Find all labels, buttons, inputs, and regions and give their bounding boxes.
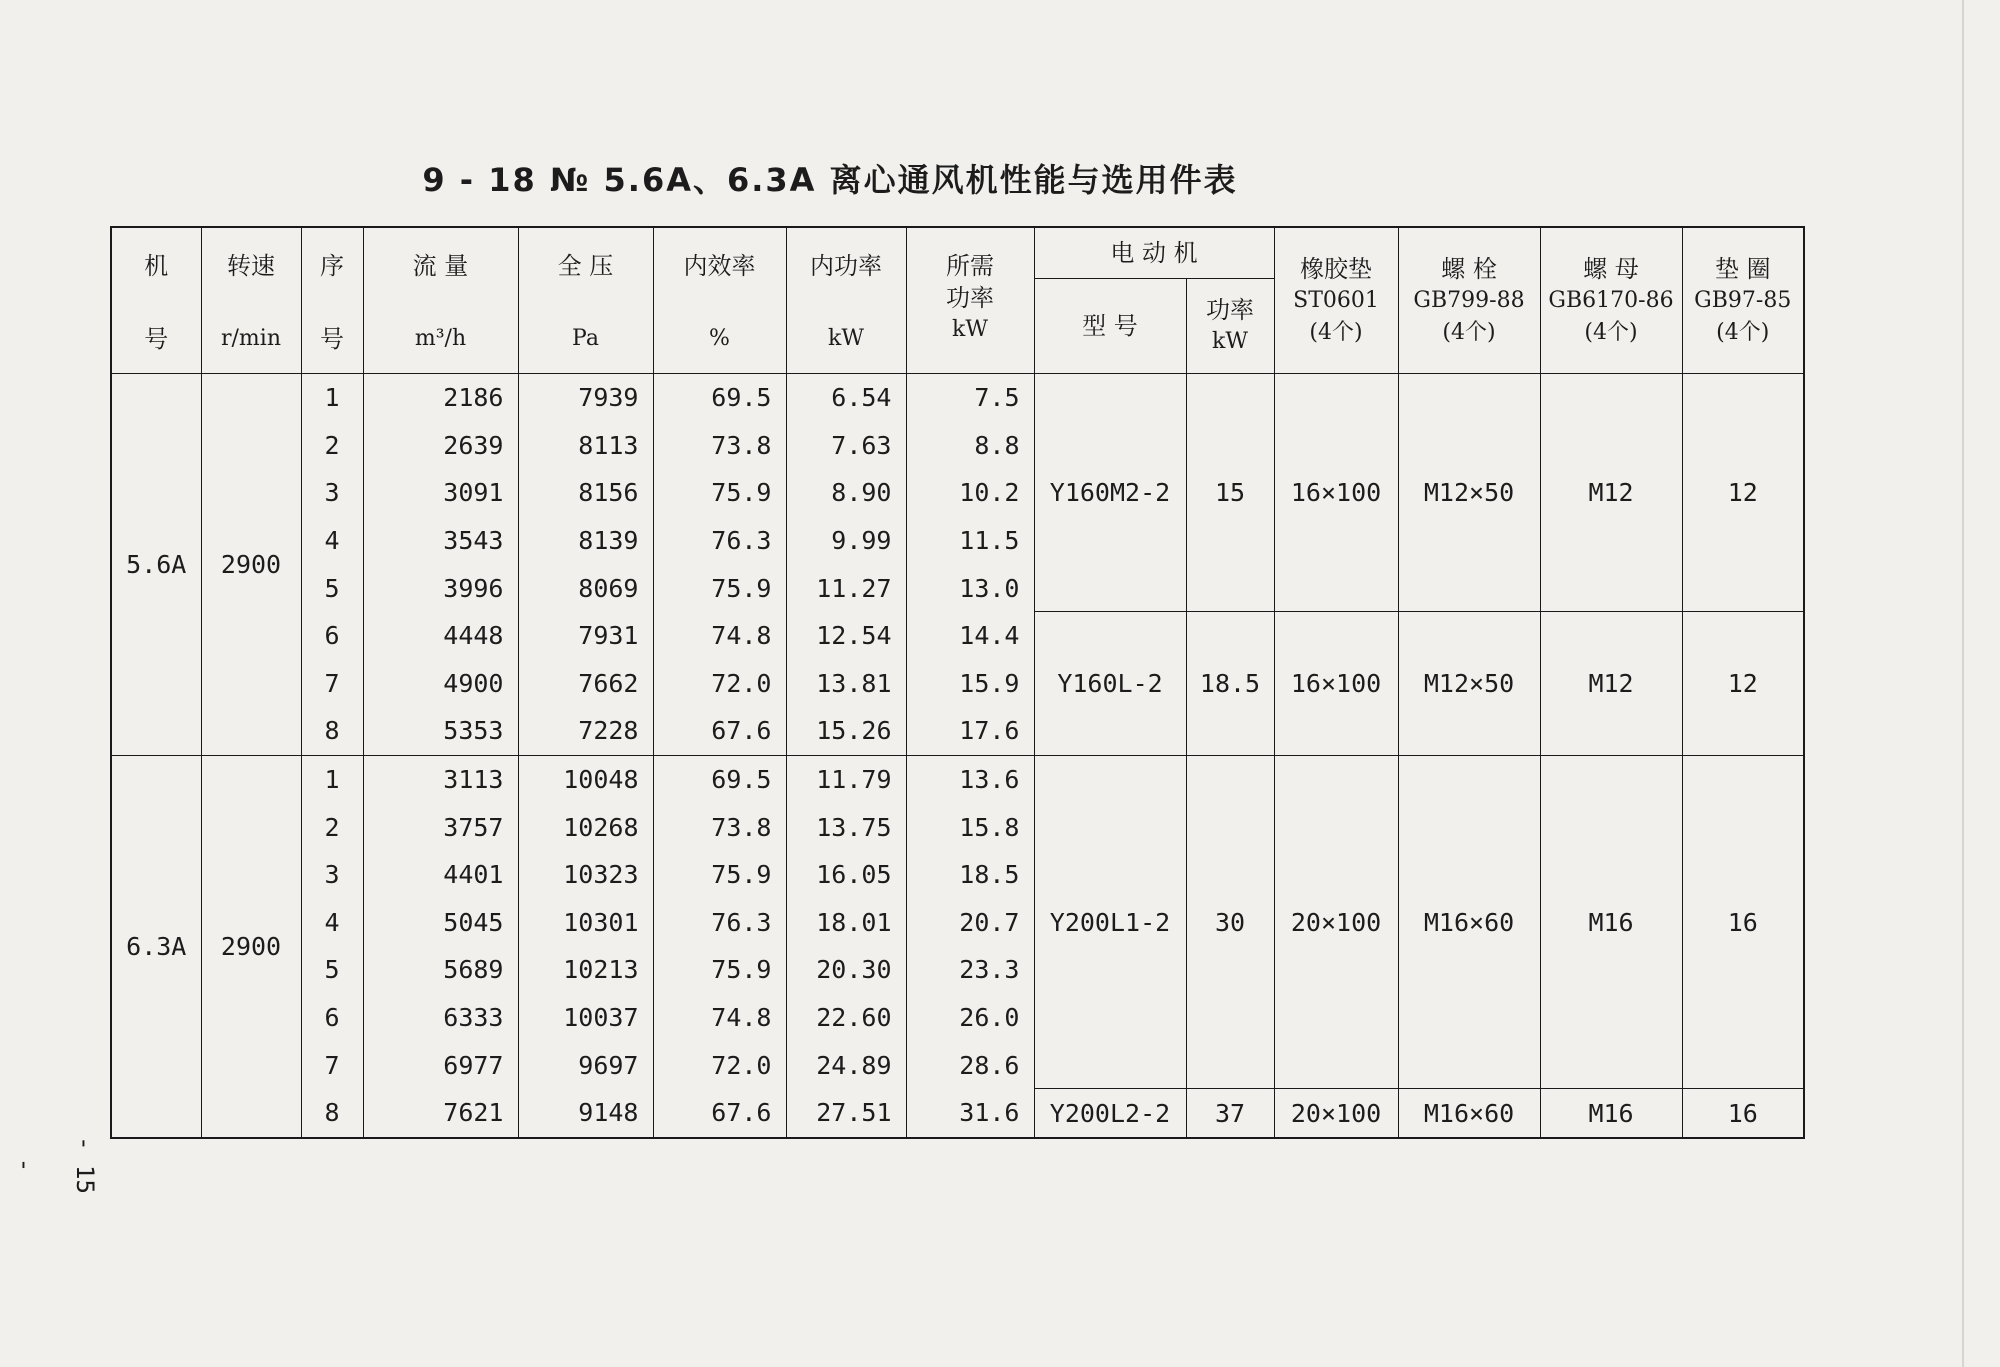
cell-inner-power: 6.54 — [786, 374, 906, 422]
cell-washer: 16 — [1682, 1089, 1804, 1138]
cell-efficiency: 69.5 — [653, 374, 786, 422]
cell-seq: 5 — [301, 946, 363, 994]
cell-efficiency: 75.9 — [653, 564, 786, 612]
cell-seq: 7 — [301, 1041, 363, 1089]
cell-inner-power: 22.60 — [786, 994, 906, 1042]
cell-required-power: 26.0 — [906, 994, 1034, 1042]
cell-required-power: 18.5 — [906, 851, 1034, 899]
header-seq: 序 号 — [301, 227, 363, 374]
header-pressure: 全 压 Pa — [518, 227, 653, 374]
cell-pressure: 8156 — [518, 469, 653, 517]
cell-required-power: 15.8 — [906, 803, 1034, 851]
cell-required-power: 15.9 — [906, 660, 1034, 708]
cell-inner-power: 11.27 — [786, 564, 906, 612]
cell-flow: 3757 — [363, 803, 518, 851]
cell-seq: 1 — [301, 755, 363, 803]
cell-machine-no: 6.3A — [111, 755, 201, 1138]
header-inner-power: 内功率 kW — [786, 227, 906, 374]
cell-motor-model: Y200L2-2 — [1034, 1089, 1186, 1138]
cell-efficiency: 69.5 — [653, 755, 786, 803]
cell-pressure: 10301 — [518, 899, 653, 947]
cell-required-power: 7.5 — [906, 374, 1034, 422]
cell-required-power: 28.6 — [906, 1041, 1034, 1089]
cell-gasket: 16×100 — [1274, 374, 1398, 612]
cell-nut: M12 — [1540, 374, 1682, 612]
cell-efficiency: 72.0 — [653, 1041, 786, 1089]
cell-flow: 4900 — [363, 660, 518, 708]
cell-washer: 12 — [1682, 612, 1804, 755]
cell-seq: 6 — [301, 612, 363, 660]
cell-flow: 6333 — [363, 994, 518, 1042]
cell-required-power: 10.2 — [906, 469, 1034, 517]
cell-efficiency: 76.3 — [653, 899, 786, 947]
cell-required-power: 13.6 — [906, 755, 1034, 803]
cell-required-power: 31.6 — [906, 1089, 1034, 1138]
cell-seq: 4 — [301, 517, 363, 565]
cell-motor-power: 37 — [1186, 1089, 1274, 1138]
cell-required-power: 8.8 — [906, 422, 1034, 470]
cell-motor-power: 30 — [1186, 755, 1274, 1089]
cell-efficiency: 76.3 — [653, 517, 786, 565]
cell-pressure: 7228 — [518, 707, 653, 755]
header-motor-power: 功率 kW — [1186, 279, 1274, 374]
header-motor-model: 型 号 — [1034, 279, 1186, 374]
cell-pressure: 10213 — [518, 946, 653, 994]
cell-efficiency: 74.8 — [653, 612, 786, 660]
header-gasket: 橡胶垫 ST0601 (4个) — [1274, 227, 1398, 374]
page-number: - 15 - — [11, 1136, 99, 1194]
cell-flow: 3091 — [363, 469, 518, 517]
cell-inner-power: 18.01 — [786, 899, 906, 947]
cell-motor-power: 15 — [1186, 374, 1274, 612]
table-row — [111, 374, 1804, 422]
cell-pressure: 9148 — [518, 1089, 653, 1138]
cell-gasket: 16×100 — [1274, 612, 1398, 755]
cell-required-power: 14.4 — [906, 612, 1034, 660]
cell-motor-model: Y200L1-2 — [1034, 755, 1186, 1089]
cell-bolt: M12×50 — [1398, 374, 1540, 612]
table-row — [111, 1089, 1804, 1138]
cell-required-power: 13.0 — [906, 564, 1034, 612]
cell-seq: 2 — [301, 803, 363, 851]
cell-inner-power: 8.90 — [786, 469, 906, 517]
cell-flow: 5045 — [363, 899, 518, 947]
cell-efficiency: 67.6 — [653, 707, 786, 755]
cell-seq: 1 — [301, 374, 363, 422]
cell-inner-power: 24.89 — [786, 1041, 906, 1089]
cell-motor-model: Y160L-2 — [1034, 612, 1186, 755]
cell-seq: 8 — [301, 1089, 363, 1138]
cell-inner-power: 16.05 — [786, 851, 906, 899]
cell-pressure: 8139 — [518, 517, 653, 565]
table-body — [111, 374, 1804, 1139]
cell-flow: 5353 — [363, 707, 518, 755]
cell-flow: 7621 — [363, 1089, 518, 1138]
cell-required-power: 17.6 — [906, 707, 1034, 755]
cell-efficiency: 72.0 — [653, 660, 786, 708]
cell-pressure: 7662 — [518, 660, 653, 708]
cell-flow: 5689 — [363, 946, 518, 994]
cell-efficiency: 74.8 — [653, 994, 786, 1042]
cell-speed: 2900 — [201, 755, 301, 1138]
cell-flow: 3996 — [363, 564, 518, 612]
cell-nut: M16 — [1540, 755, 1682, 1089]
cell-inner-power: 12.54 — [786, 612, 906, 660]
header-washer: 垫 圈 GB97-85 (4个) — [1682, 227, 1804, 374]
cell-efficiency: 75.9 — [653, 946, 786, 994]
fan-performance-table — [110, 226, 1805, 1139]
cell-nut: M16 — [1540, 1089, 1682, 1138]
cell-pressure: 10037 — [518, 994, 653, 1042]
header-motor-group: 电 动 机 — [1034, 227, 1274, 279]
cell-inner-power: 20.30 — [786, 946, 906, 994]
cell-efficiency: 75.9 — [653, 851, 786, 899]
cell-inner-power: 13.81 — [786, 660, 906, 708]
cell-seq: 3 — [301, 469, 363, 517]
cell-gasket: 20×100 — [1274, 755, 1398, 1089]
cell-flow: 4448 — [363, 612, 518, 660]
cell-bolt: M16×60 — [1398, 755, 1540, 1089]
page-edge — [1962, 0, 1964, 1367]
cell-bolt: M16×60 — [1398, 1089, 1540, 1138]
cell-pressure: 10048 — [518, 755, 653, 803]
header-nut: 螺 母 GB6170-86 (4个) — [1540, 227, 1682, 374]
header-machine-no: 机 号 — [111, 227, 201, 374]
cell-efficiency: 75.9 — [653, 469, 786, 517]
cell-efficiency: 73.8 — [653, 803, 786, 851]
cell-seq: 6 — [301, 994, 363, 1042]
cell-flow: 4401 — [363, 851, 518, 899]
table-row — [111, 612, 1804, 660]
cell-inner-power: 27.51 — [786, 1089, 906, 1138]
cell-seq: 3 — [301, 851, 363, 899]
cell-seq: 4 — [301, 899, 363, 947]
cell-seq: 5 — [301, 564, 363, 612]
cell-inner-power: 15.26 — [786, 707, 906, 755]
cell-seq: 7 — [301, 660, 363, 708]
cell-pressure: 7939 — [518, 374, 653, 422]
cell-machine-no: 5.6A — [111, 374, 201, 756]
cell-pressure: 7931 — [518, 612, 653, 660]
cell-inner-power: 13.75 — [786, 803, 906, 851]
cell-flow: 3543 — [363, 517, 518, 565]
cell-pressure: 8069 — [518, 564, 653, 612]
cell-pressure: 8113 — [518, 422, 653, 470]
header-required-power: 所需 功率 kW — [906, 227, 1034, 374]
cell-nut: M12 — [1540, 612, 1682, 755]
cell-flow: 2186 — [363, 374, 518, 422]
cell-flow: 2639 — [363, 422, 518, 470]
cell-bolt: M12×50 — [1398, 612, 1540, 755]
cell-washer: 12 — [1682, 374, 1804, 612]
page-title: 9 - 18 № 5.6A、6.3A 离心通风机性能与选用件表 — [422, 161, 1238, 199]
cell-motor-power: 18.5 — [1186, 612, 1274, 755]
cell-seq: 8 — [301, 707, 363, 755]
cell-inner-power: 9.99 — [786, 517, 906, 565]
cell-speed: 2900 — [201, 374, 301, 756]
cell-required-power: 11.5 — [906, 517, 1034, 565]
cell-efficiency: 67.6 — [653, 1089, 786, 1138]
table-row — [111, 755, 1804, 803]
cell-seq: 2 — [301, 422, 363, 470]
cell-flow: 6977 — [363, 1041, 518, 1089]
cell-inner-power: 11.79 — [786, 755, 906, 803]
cell-required-power: 23.3 — [906, 946, 1034, 994]
header-flow: 流 量 m³/h — [363, 227, 518, 374]
cell-pressure: 9697 — [518, 1041, 653, 1089]
header-speed: 转速 r/min — [201, 227, 301, 374]
cell-gasket: 20×100 — [1274, 1089, 1398, 1138]
cell-washer: 16 — [1682, 755, 1804, 1089]
cell-inner-power: 7.63 — [786, 422, 906, 470]
cell-efficiency: 73.8 — [653, 422, 786, 470]
header-efficiency: 内效率 % — [653, 227, 786, 374]
cell-motor-model: Y160M2-2 — [1034, 374, 1186, 612]
cell-pressure: 10268 — [518, 803, 653, 851]
cell-flow: 3113 — [363, 755, 518, 803]
cell-pressure: 10323 — [518, 851, 653, 899]
header-bolt: 螺 栓 GB799-88 (4个) — [1398, 227, 1540, 374]
cell-required-power: 20.7 — [906, 899, 1034, 947]
